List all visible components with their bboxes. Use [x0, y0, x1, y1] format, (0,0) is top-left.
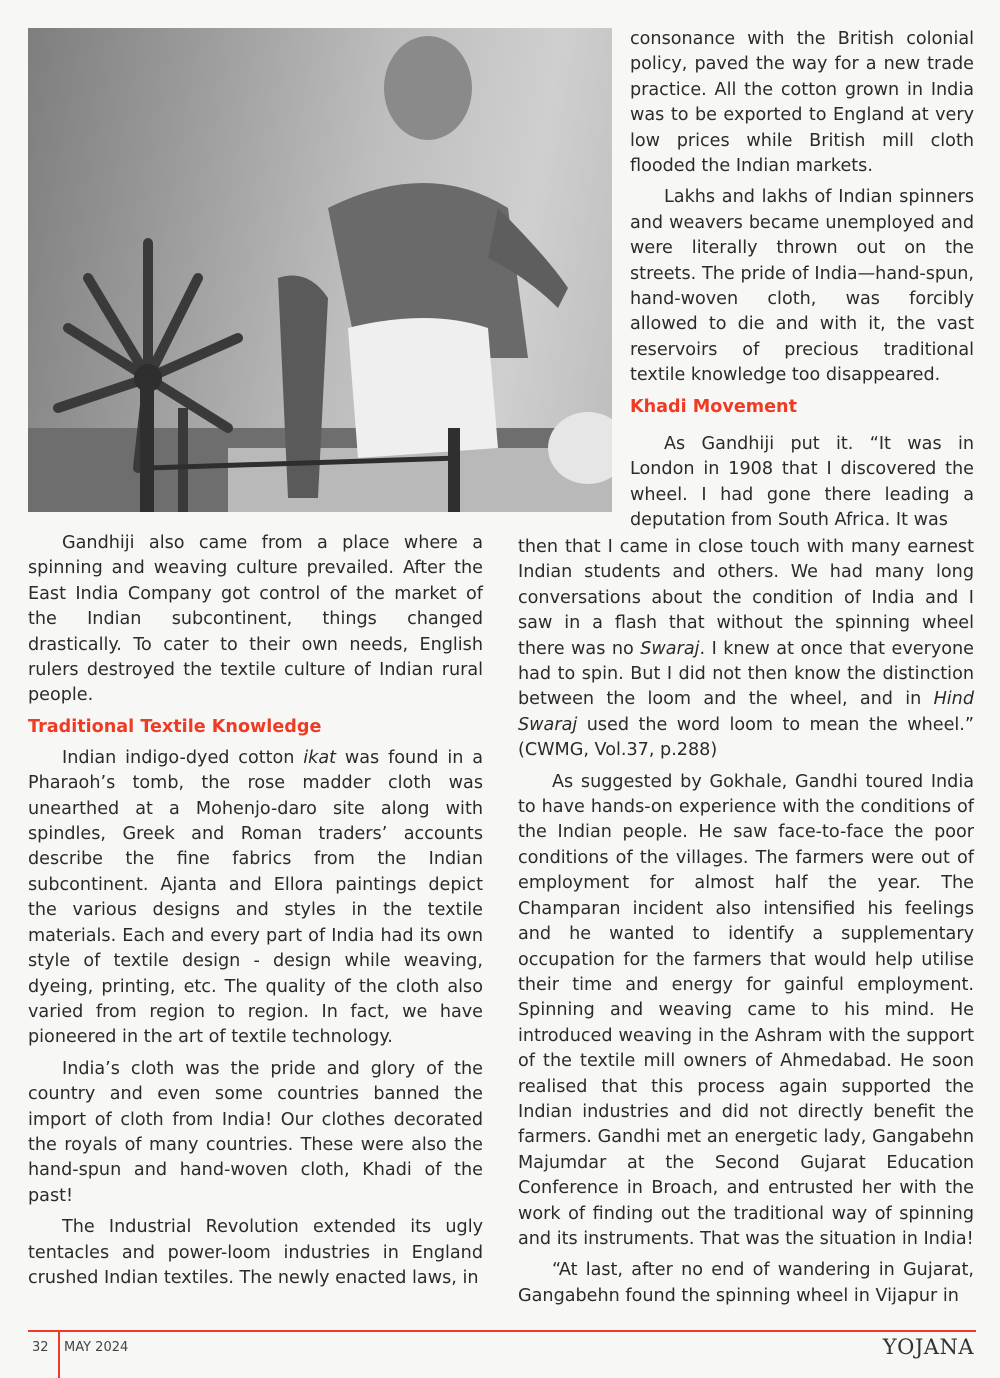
footer-divider: [58, 1330, 60, 1378]
paragraph-lakhs: Lakhs and lakhs of Indian spinners and weavers became unemployed and were literally thrown out on the streets. The pride of India—hand-spun, hand-woven cloth, was forcibly allowed to die and with it, the vast reservoirs of precious traditional textile knowledge too disappeared.: [630, 187, 974, 386]
paragraph-gandhiji-quote-start: As Gandhiji put it. “It was in London in 1908 that I discovered the wheel. I had gone there leading a deputation from South Africa. It was: [630, 434, 974, 531]
quote-text-2: . I knew at once that everyone had to spin. But I did not then know the distinction between the loom and the wheel, and in: [518, 638, 974, 710]
photo-illustration: [28, 28, 612, 512]
issue-date: MAY 2024: [64, 1340, 129, 1355]
heading-khadi-movement: Khadi Movement: [630, 396, 797, 417]
page-number: 32: [32, 1340, 49, 1355]
hind-swaraj-italic: Hind Swaraj: [518, 689, 974, 735]
right-column-top: [630, 27, 974, 426]
paragraph-gokhale: As suggested by Gokhale, Gandhi toured India to have hands-on experience with the conditions of the Indian people. He saw face-to-face the poor conditions of the villages. The farmers were out of employment for almost half the year. The Champaran incident also intensified his feelings and he wanted to identify a supplementary occupation for the farmers that would help utilise their time and energy for gainful employment. Spinning and weaving came to his mind. He introduced weaving in the Ashram with the support of the textile mill owners of Ahmedabad. He soon realised that this process again supported the Indian industries and did not directly benefit the farmers. Gandhi met an energetic lady, Gangabehn Majumdar at the Second Gujarat Education Conference in Broach, and entrusted her with the work of finding out the traditional way of spinning and its instruments. That was the situation in India!: [518, 771, 974, 1249]
paragraph-consonance: consonance with the British colonial policy, paved the way for a new trade practice. All the cotton grown in India was to be exported to England at very low prices while British mill cloth flooded the Indian markets.: [630, 29, 974, 177]
right-column-wide: [518, 535, 974, 1315]
swaraj-italic: Swaraj: [640, 638, 700, 659]
magazine-name: YOJANA: [882, 1335, 974, 1359]
quote-text-3: used the word loom to mean the wheel.” (CWMG, Vol.37, p.288): [518, 714, 974, 761]
ikat-italic: ikat: [303, 747, 337, 768]
left-column: [28, 531, 483, 1297]
gandhi-charkha-photo: [28, 28, 612, 512]
khadi-lead: [630, 432, 974, 534]
heading-traditional-textile-knowledge: Traditional Textile Knowledge: [28, 716, 322, 737]
paragraph-industrial-revolution: The Industrial Revolution extended its ugly tentacles and power-loom industries in England crushed Indian textiles. The newly enacted laws, in: [28, 1217, 483, 1288]
ikat-text-2: was found in a Pharaoh’s tomb, the rose madder cloth was unearthed at a Mohenjo-daro site along with spindles, Greek and Roman traders’ accounts describe the fine fabrics from the Indian subcontinent. Ajanta and Ellora paintings depict the various designs and styles in the textile materials. Each and every part of India had its own style of textile design - design while weaving, dyeing, printing, etc. The quality of the cloth also varied from region to region. In fact, we have pioneered in the art of textile technology.: [28, 747, 483, 1048]
ikat-text-1: Indian indigo-dyed cotton: [62, 747, 304, 768]
quote-text-1: then that I came in close touch with many earnest Indian students and others. We had many long conversations about the condition of India and I saw in a flash that without the spinning wheel there was no: [518, 537, 974, 659]
paragraph-intro: Gandhiji also came from a place where a spinning and weaving culture prevailed. After the East India Company got control of the market of the Indian subcontinent, things changed drastically. To cater to their own needs, English rulers destroyed the textile culture of Indian rural people.: [28, 533, 483, 706]
paragraph-at-last: “At last, after no end of wandering in Gujarat, Gangabehn found the spinning wheel in Vijapur in: [518, 1260, 974, 1306]
paragraph-ikat: [28, 746, 483, 1051]
paragraph-india-cloth: India’s cloth was the pride and glory of the country and even some countries banned the import of cloth from India! Our clothes decorated the royals of many countries. These were also the hand-spun and hand-woven cloth, Khadi of the past!: [28, 1058, 483, 1206]
paragraph-quote-continuation: [518, 535, 974, 764]
footer-rule: [28, 1330, 976, 1332]
